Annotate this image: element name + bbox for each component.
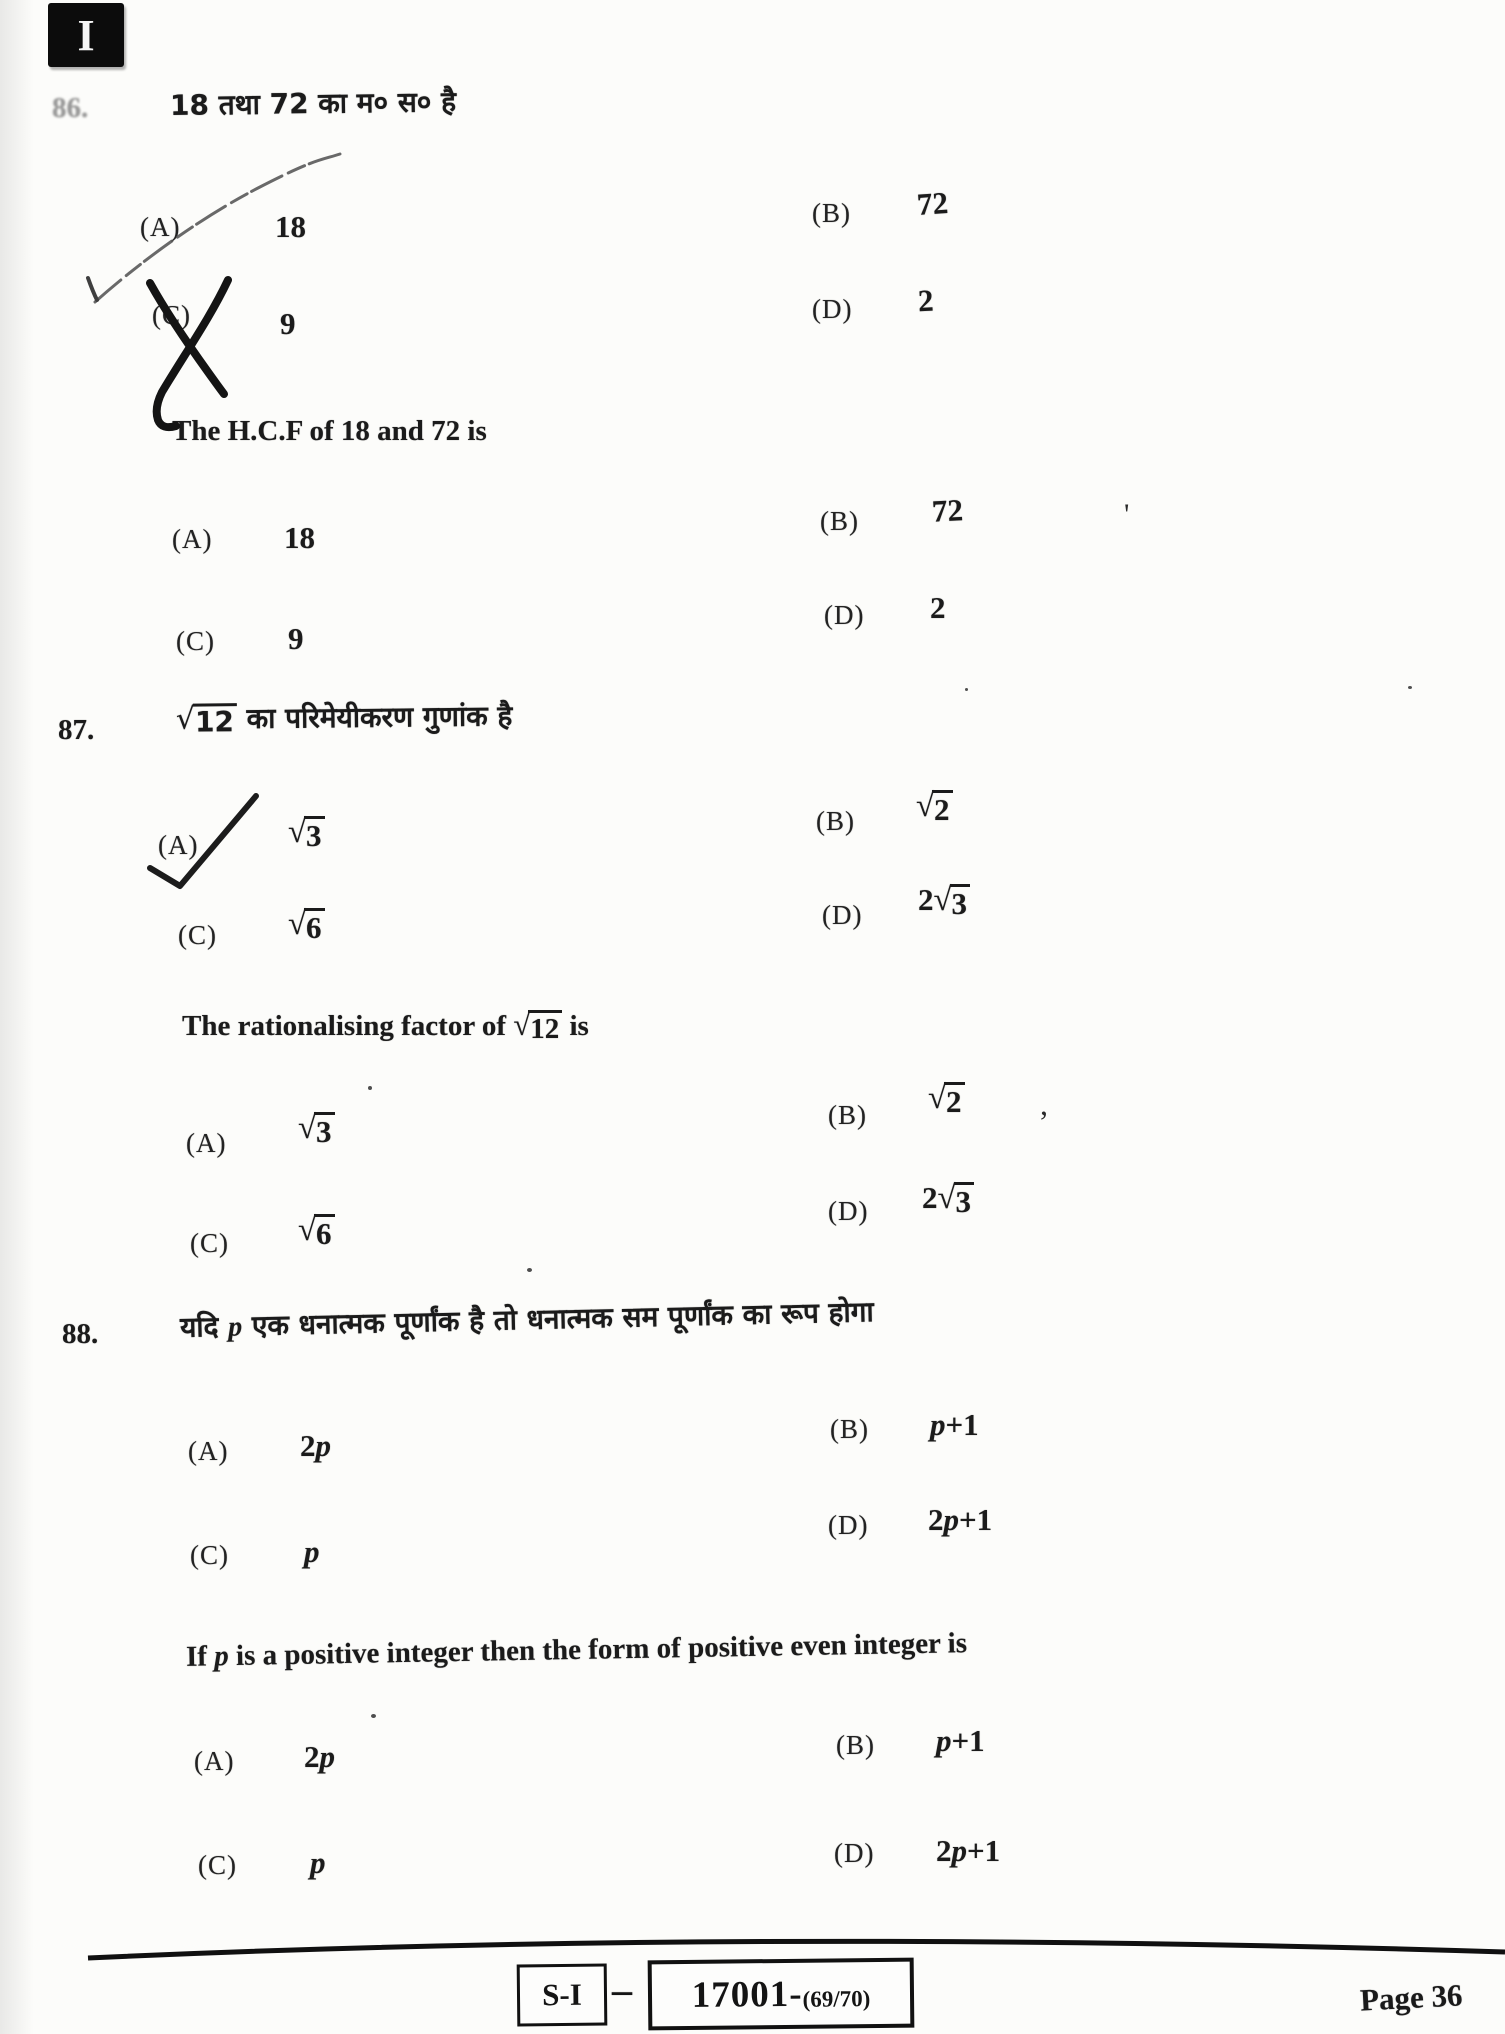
option-label: (A) — [188, 1436, 229, 1466]
footer-separator-dash: – — [612, 1967, 632, 2012]
option-label: (C) — [152, 300, 191, 330]
scan-speck — [527, 1268, 532, 1272]
option-value: 2p+1 — [936, 1833, 1001, 1868]
option-label: (A) — [194, 1746, 235, 1776]
sqrt-icon: √ — [937, 1180, 956, 1216]
option-value: 2 — [917, 282, 935, 319]
scan-speck — [965, 688, 968, 691]
option-label: (D) — [834, 1838, 875, 1868]
option-label: (A) — [158, 830, 199, 860]
sqrt-icon: √ — [933, 882, 952, 918]
option-label: (B) — [828, 1100, 867, 1130]
option-value: 2p+1 — [928, 1502, 993, 1537]
option-label: (C) — [190, 1228, 229, 1258]
question-87-english-text: The rationalising factor of √ 12 is — [182, 1008, 589, 1045]
option-label: (A) — [140, 212, 181, 242]
option-value: 9 — [288, 621, 304, 656]
option-value: √ 6 — [298, 1212, 335, 1252]
option-value: √ 2 — [916, 788, 953, 828]
option-label: (A) — [186, 1128, 227, 1158]
option-value: p — [304, 1534, 320, 1569]
option-value: 2p — [304, 1739, 335, 1774]
option-value: √ 3 — [298, 1110, 335, 1150]
question-86-english-text: The H.C.F of 18 and 72 is — [172, 415, 487, 447]
sqrt-icon: √ — [513, 1008, 531, 1042]
sqrt-icon: √ — [298, 1110, 317, 1146]
option-label: (D) — [822, 900, 863, 930]
option-label: (D) — [828, 1196, 869, 1226]
section-marker-label: I — [77, 10, 95, 60]
option-label: (D) — [824, 600, 865, 630]
option-value: √ 6 — [288, 906, 325, 946]
question-86-number: 86. — [52, 92, 89, 124]
option-label: (B) — [836, 1730, 875, 1760]
option-value: p — [310, 1845, 326, 1880]
option-label: (B) — [820, 506, 859, 536]
option-value: 18 — [275, 209, 306, 244]
option-label: (D) — [812, 294, 853, 324]
option-value: 2 √ 3 — [918, 882, 970, 922]
footer-paper-code-box — [648, 1958, 915, 2031]
option-label: (B) — [830, 1414, 869, 1444]
section-marker-box — [48, 3, 124, 67]
stray-comma-mark: , — [1040, 1086, 1048, 1122]
handwritten-tick-start-86A — [88, 278, 97, 300]
scan-speck — [1408, 686, 1412, 689]
scan-speck — [371, 1714, 376, 1718]
stray-apostrophe-mark: ' — [1124, 498, 1130, 531]
option-value: 2 — [930, 590, 946, 625]
question-86-hindi-text: 18 तथा 72 का म० स० है — [169, 85, 457, 122]
scan-speck — [368, 1086, 372, 1090]
option-value: p+1 — [930, 1407, 979, 1442]
sqrt-icon: √ — [288, 906, 307, 942]
question-88-number: 88. — [62, 1318, 99, 1350]
option-value: p+1 — [936, 1723, 985, 1758]
option-label: (B) — [812, 198, 851, 228]
sqrt-icon: √ — [298, 1212, 317, 1248]
question-88-english-text: If p is a positive integer then the form of positive even integer is — [185, 1627, 968, 1673]
option-label: (C) — [176, 626, 215, 656]
option-value: 72 — [915, 184, 950, 223]
sqrt-icon: √ — [916, 788, 935, 824]
option-value: 72 — [931, 492, 964, 529]
option-label: (D) — [828, 1510, 869, 1540]
sqrt-icon: √ — [928, 1080, 947, 1116]
footer-set-code-box — [517, 1964, 608, 2027]
option-value: 18 — [284, 520, 315, 555]
option-value: √ 2 — [928, 1080, 965, 1120]
option-label: (A) — [172, 524, 213, 554]
option-label: (C) — [198, 1850, 237, 1880]
option-value: 9 — [280, 306, 296, 341]
option-label: (B) — [816, 806, 855, 836]
question-87-hindi-text: √ 12 का परिमेयीकरण गुणांक है — [175, 699, 513, 739]
question-87-number: 87. — [58, 714, 95, 746]
page-number-label: Page 36 — [1359, 1977, 1464, 2018]
sqrt-icon: √ — [175, 700, 196, 736]
option-value: 2 √ 3 — [922, 1180, 974, 1220]
paper-code-suffix-label: (69/70) — [802, 1986, 871, 2012]
paper-code-label: 17001- — [691, 1973, 803, 2016]
set-code-label: S-I — [541, 1976, 582, 2013]
option-value: 2p — [300, 1428, 331, 1463]
footer-rule-line — [88, 1941, 1505, 1958]
question-88-hindi-text: यदि p एक धनात्मक पूर्णांक है तो धनात्मक सम पूर्णांक का रूप होगा — [179, 1295, 874, 1344]
option-value: √ 3 — [288, 814, 325, 854]
option-label: (C) — [190, 1540, 229, 1570]
option-label: (C) — [178, 920, 217, 950]
sqrt-icon: √ — [288, 814, 307, 850]
